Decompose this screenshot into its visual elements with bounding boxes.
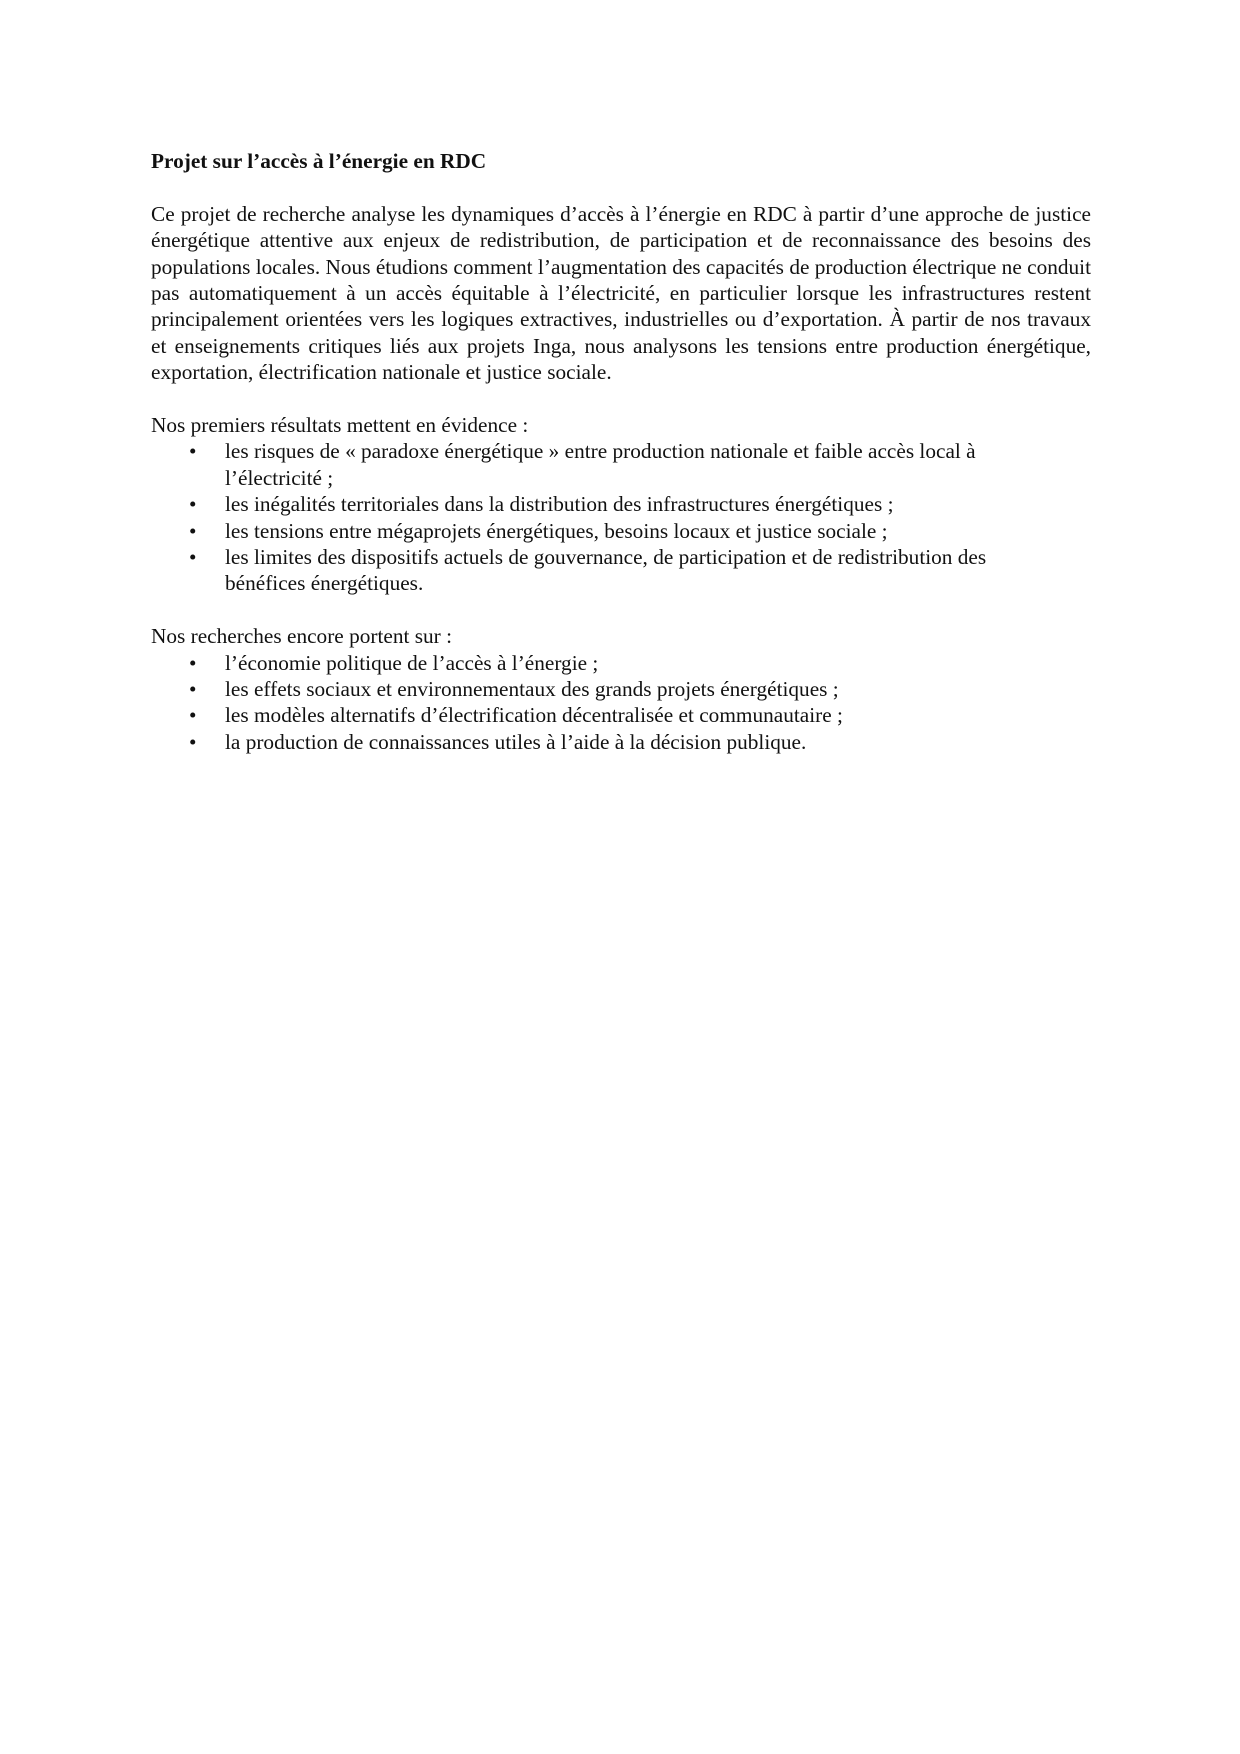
bullet-icon: •: [189, 518, 197, 543]
list-item: [151, 438, 1065, 491]
list-item: [151, 544, 1065, 597]
document-page: [151, 148, 1091, 782]
list-item-text: les tensions entre mégaprojets énergétiques, besoins locaux et justice sociale ;: [225, 518, 888, 543]
list-item: [151, 491, 1065, 517]
list-item-text: les inégalités territoriales dans la distribution des infrastructures énergétiques ;: [225, 492, 894, 517]
list-item-text: la production de connaissances utiles à l’aide à la décision publique.: [225, 729, 807, 754]
bullet-icon: •: [189, 677, 197, 702]
list-item-text: les modèles alternatifs d’électrification décentralisée et communautaire ;: [225, 703, 843, 728]
bullet-icon: •: [189, 545, 197, 570]
document-title: Projet sur l’accès à l’énergie en RDC: [151, 149, 487, 173]
results-list: [151, 438, 1091, 596]
body-paragraph: Ce projet de recherche analyse les dynamiques d’accès à l’énergie en RDC à partir d’une approche de justice énergétique attentive aux enjeux de redistribution, de participation et de reconnaissance des besoins des populations locales. Nous étudions comment l’augmentation des capacités de production électrique ne conduit pas automatiquement à un accès équitable à l’électricité, en particulier lorsque les infrastructures restent principalement orientées vers les logiques extractives, industrielles ou d’exportation. À partir de nos travaux et enseignements critiques liés aux projets Inga, nous analysons les tensions entre production énergétique, exportation, électrification nationale et justice sociale.: [151, 201, 1091, 385]
list-item: [151, 729, 1065, 755]
bullet-icon: •: [189, 439, 197, 464]
list-item-text: les effets sociaux et environnementaux des grands projets énergétiques ;: [225, 677, 839, 702]
list-item: [151, 650, 1065, 676]
bullet-icon: •: [189, 492, 197, 517]
bullet-icon: •: [189, 703, 197, 728]
research-list: [151, 650, 1091, 756]
bullet-icon: •: [189, 729, 197, 754]
list-item-text: l’économie politique de l’accès à l’énergie ;: [225, 650, 599, 675]
bullet-icon: •: [189, 650, 197, 675]
list-item: [151, 702, 1065, 728]
list-item-text: les risques de « paradoxe énergétique » entre production nationale et faible accès local à l’électricité ;: [225, 439, 976, 490]
list-item: [151, 518, 1065, 544]
list-item-text: les limites des dispositifs actuels de gouvernance, de participation et de redistribution des bénéfices énergétiques.: [225, 545, 987, 596]
results-intro: Nos premiers résultats mettent en évidence :: [151, 413, 529, 438]
research-intro: Nos recherches encore portent sur :: [151, 624, 452, 649]
list-item: [151, 676, 1065, 702]
